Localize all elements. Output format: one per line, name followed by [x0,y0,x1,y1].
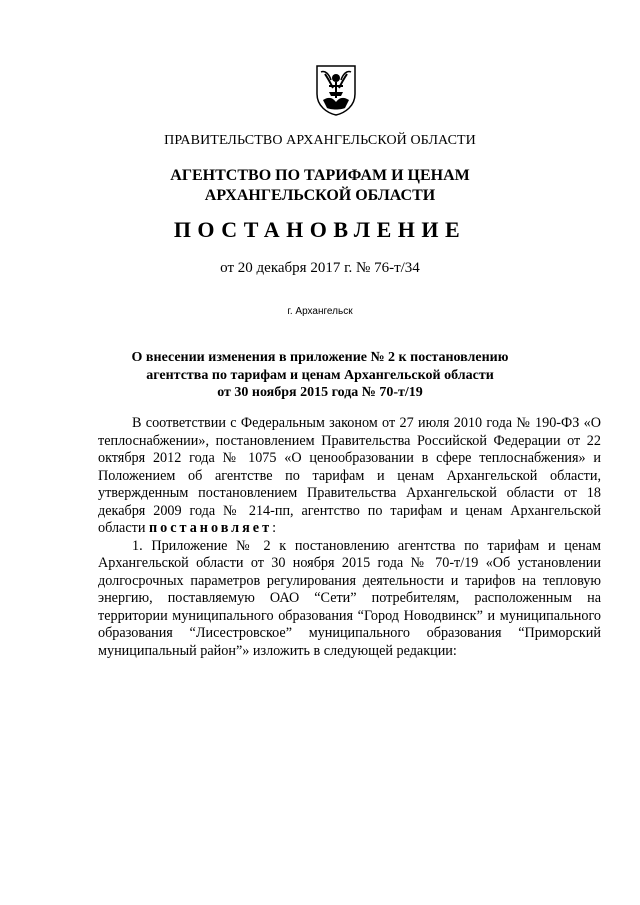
decree-keyword: постановляет [148,520,273,536]
agency-title-line1: АГЕНТСТВО ПО ТАРИФАМ И ЦЕНАМ [170,167,470,184]
preamble-paragraph [98,415,601,538]
agency-title-line2: АРХАНГЕЛЬСКОЙ ОБЛАСТИ [204,187,436,204]
preamble-text: В соответствии с Федеральным законом от 27 июля 2010 года № 190-ФЗ «О теплоснабжении», постановлением Правительства Российской Федерации от 22 октября 2012 года № 1075 «О ценообразовании в сфере теплоснабжения» и Положением об агентстве по тарифам и ценам Архангельской области, утвержденным постановлением Правительства Архангельской области от 18 декабря 2009 года № 214-пп, агентство по тарифам и ценам Архангельской области [98,415,601,536]
subject-line3: от 30 ноября 2015 года № 70-т/19 [217,385,423,400]
coat-of-arms-icon [315,64,357,116]
subject-line1: О внесении изменения в приложение № 2 к постановлению [131,350,509,365]
preamble-colon: : [272,520,277,536]
document-body [98,415,601,660]
city-label: г. Архангельск [287,306,353,317]
clause-1-paragraph: 1. Приложение № 2 к постановлению агентства по тарифам и ценам Архангельской области от 30 ноября 2015 года № 70-т/19 «Об установлении долгосрочных параметров регулирования деятельности и тарифов на тепловую энергию, поставляемую ОАО “Сети” потребителям, расположенным на территории муниципального образования “Город Новодвинск” и муниципального образования “Лисестровское” муниципального образования “Приморский муниципальный район”» изложить в следующей редакции: [98,537,601,659]
document-type-heading: ПОСТАНОВЛЕНИЕ [173,217,467,242]
agency-title [0,166,640,206]
date-and-number: от 20 декабря 2017 г. № 76-т/34 [220,260,420,276]
subject-heading [0,349,640,402]
subject-line2: агентства по тарифам и ценам Архангельской области [146,367,494,383]
government-title: ПРАВИТЕЛЬСТВО АРХАНГЕЛЬСКОЙ ОБЛАСТИ [164,133,476,148]
